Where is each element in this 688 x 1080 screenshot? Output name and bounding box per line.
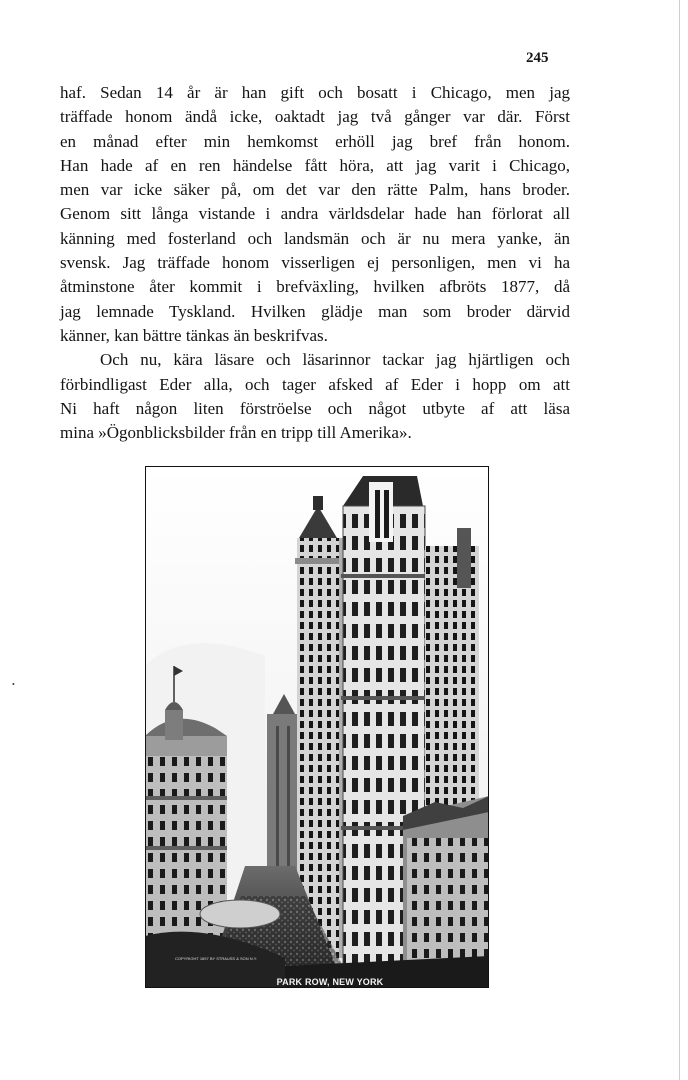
photo-caption: PARK ROW, NEW YORK [276, 977, 384, 987]
text-line: jag lemnade Tyskland. Hvilken glädje man som broder därvid [60, 301, 570, 321]
text-line: haf. Sedan 14 år är han gift och bosatt i Chicago, men jag [60, 83, 570, 102]
text-line: men var icke säker på, om det var den rätte Palm, hans broder. [60, 180, 570, 200]
text-line: Genom sitt långa vistande i andra världsdelar hade han förlorat all [60, 204, 570, 224]
text-line: känner, kan bättre tänkas än beskrifvas. [60, 325, 328, 345]
page-edge [679, 0, 680, 1080]
paragraph-1 [60, 81, 570, 348]
text-line: mina »Ögonblicksbilder från en tripp till Amerika». [60, 423, 412, 443]
text-line: en månad efter min hemkomst erhöll jag bref från honom. [60, 131, 570, 151]
paragraph-2 [60, 348, 570, 445]
text-line: Och nu, kära läsare och läsarinnor tackar jag hjärtligen och [100, 350, 570, 370]
text-line: träffade honom ändå icke, oaktadt jag två gånger var där. Först [60, 107, 570, 127]
text-line: Han hade af en ren händelse fått höra, att jag varit i Chicago, [60, 155, 570, 175]
text-line: känning med fosterland och landsmän och är nu mera yanke, än [60, 228, 570, 248]
text-line: förbindligast Eder alla, och tager afsked af Eder i hopp om att [60, 374, 570, 394]
photo-copyright: COPYRIGHT 1897 BY STRAUSS & SON N.Y. [175, 956, 258, 961]
margin-dot: • [12, 680, 15, 689]
body-text [60, 81, 570, 445]
text-line: åtminstone åter kommit i brefväxling, hvilken afbröts 1877, då [60, 277, 570, 297]
text-line: Ni haft någon liten förströelse och något utbyte af att läsa [60, 398, 570, 418]
photograph-illustration [145, 466, 489, 988]
park-row-photograph [145, 466, 489, 988]
text-line: svensk. Jag träffade honom visserligen ej personligen, men vi ha [60, 253, 570, 273]
page-number: 245 [526, 50, 549, 66]
